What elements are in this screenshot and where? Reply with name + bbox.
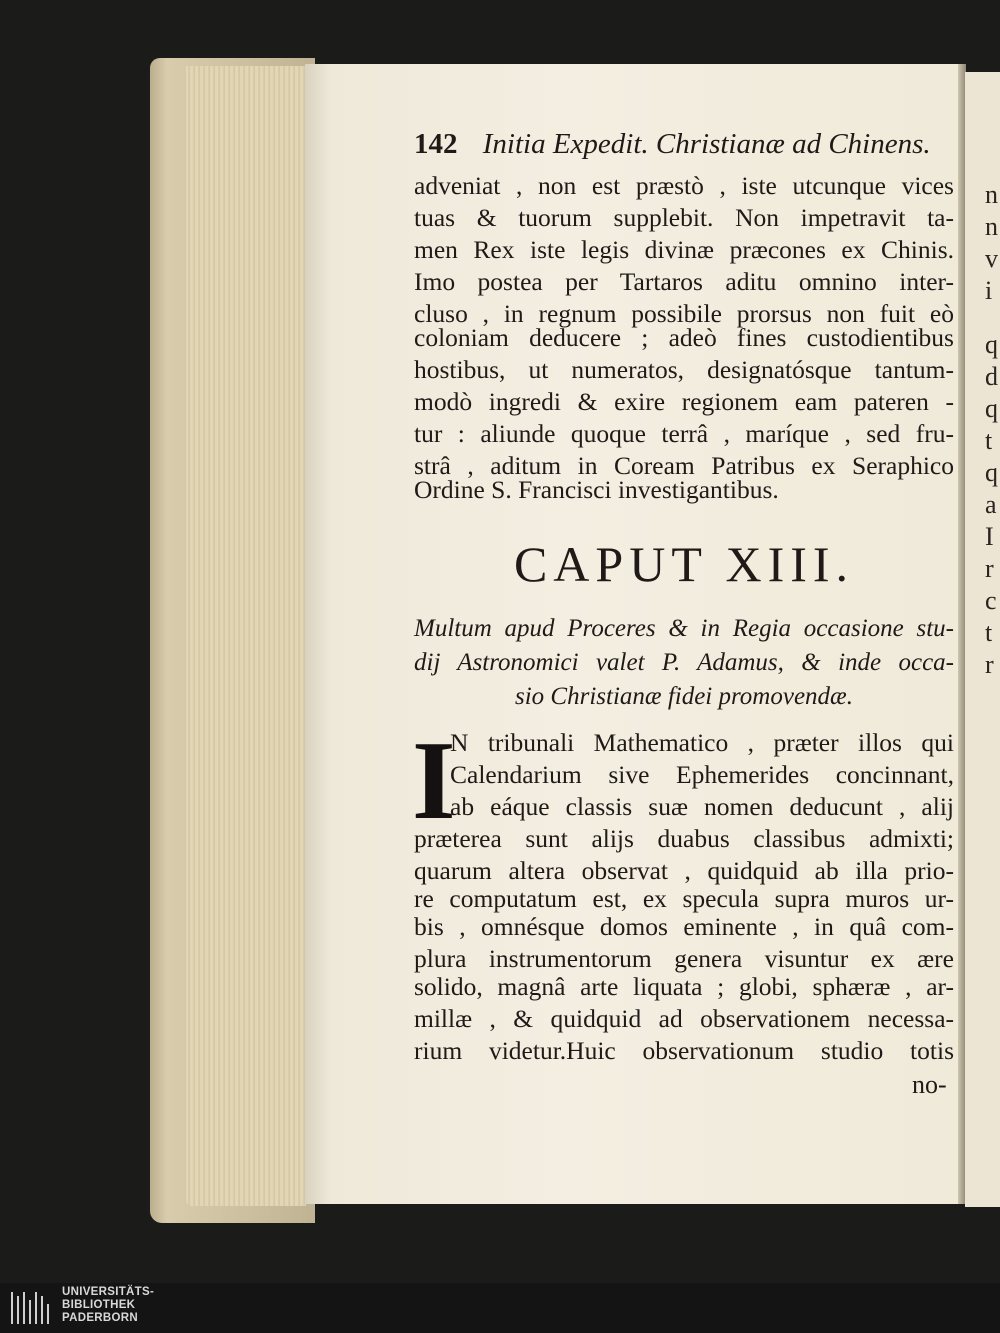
page-number: 142 [414,128,458,160]
next-page-char: t [985,618,993,647]
page-edges [186,66,306,1206]
text-line: Ordine S. Francisci investigantibus. [414,475,779,504]
next-page-char: n [985,212,998,241]
text-line: tur : aliunde quoque terrâ , maríque , sed fru- [414,419,954,448]
text-line: bis , omnésque domos eminente , in quâ com- [414,912,954,941]
text-line: plura instrumentorum genera visuntur ex ære [414,944,954,973]
text-line: adveniat , non est præstò , iste utcunque vices [414,171,954,200]
next-page-char: t [985,426,993,455]
running-head [414,128,954,168]
text-line: rium videtur.Huic observationum studio totis [414,1036,954,1065]
summary-line: dij Astronomici valet P. Adamus, & inde occa- [414,649,954,676]
next-page-char: n [985,180,998,209]
next-page-char: q [985,394,998,423]
text-line: strâ , aditum in Coream Patribus ex Seraphico [414,451,954,480]
chapter-title: CAPUT XIII. [513,536,855,592]
summary-line: sio Christianæ fidei promovendæ. [515,683,853,710]
library-name-line: BIBLIOTHEK [62,1299,136,1311]
catchword: no- [912,1070,947,1099]
next-page-char: d [985,362,998,391]
next-page-char: a [985,490,997,519]
library-name-line: UNIVERSITÄTS- [62,1286,155,1298]
text-line: N tribunali Mathematico , præter illos qui [450,728,954,757]
running-title: Initia Expedit. Christianæ ad Chinens. [482,128,931,160]
text-line: hostibus, ut numeratos, designatósque tantum- [414,355,954,384]
text-line: men Rex iste legis divinæ præcones ex Chinis. [414,235,954,264]
next-page-char: r [985,650,994,679]
next-page-fragment [965,72,1000,1207]
next-page-char: I [985,522,994,551]
text-line: coloniam deducere ; adeò fines custodientibus [414,323,954,352]
next-page-char: c [985,586,997,615]
drop-cap: I [412,719,456,843]
library-logo-icon [8,1288,52,1328]
next-page-char: v [985,244,998,273]
text-line: ab eáque classis suæ nomen deducunt , alij [450,792,954,821]
text-line: cluso , in regnum possibile prorsus non fuit eò [414,299,954,328]
text-line: re computatum est, ex specula supra muros ur- [414,884,954,913]
next-page-char: q [985,458,998,487]
next-page-char: r [985,554,994,583]
text-line: præterea sunt alijs duabus classibus admixti; [414,824,954,853]
text-line: millæ , & quidquid ad observationem necessa- [414,1004,954,1033]
text-line: quarum altera observat , quidquid ab illa prio- [414,856,954,885]
text-line: modò ingredi & exire regionem eam pateren - [414,387,954,416]
next-page-char: q [985,330,998,359]
summary-line: Multum apud Proceres & in Regia occasione stu- [414,615,954,642]
next-page-char: i [985,276,993,305]
library-name-line: PADERBORN [62,1312,138,1324]
text-line: Calendarium sive Ephemerides concinnant, [450,760,954,789]
text-line: tuas & tuorum supplebit. Non impetravit ta- [414,203,954,232]
text-line: Imo postea per Tartaros aditu omnino inter- [414,267,954,296]
text-line: solido, magnâ arte liquata ; globi, sphæræ , ar- [414,972,954,1001]
